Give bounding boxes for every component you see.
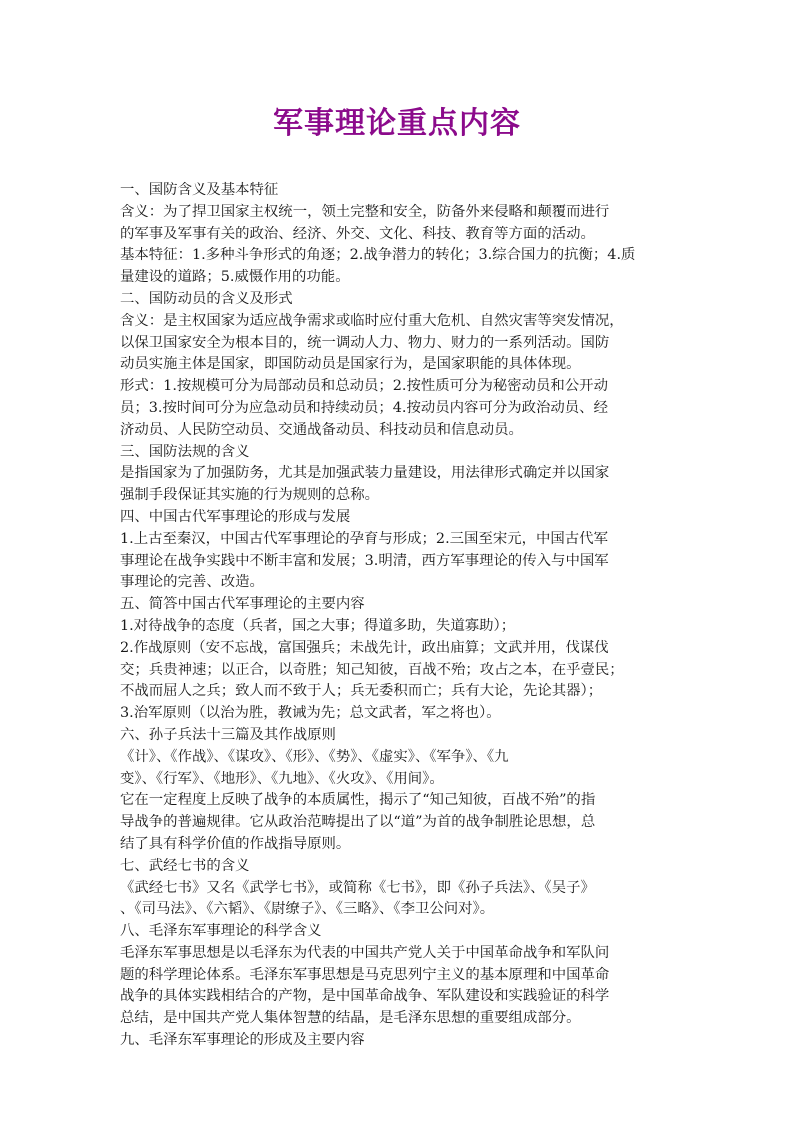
- text-line: 不战而屈人之兵；致人而不致于人；兵无委积而亡；兵有大论，先论其器）；: [120, 683, 603, 700]
- text-line: 六、孙子兵法十三篇及其作战原则: [120, 726, 336, 743]
- text-line: 总结，是中国共产党人集体智慧的结晶，是毛泽东思想的重要组成部分。: [120, 1010, 581, 1027]
- text-line: 事理论在战争实践中不断丰富和发展；3.明清，西方军事理论的传入与中国军: [120, 552, 609, 569]
- text-line: 员；3.按时间可分为应急动员和持续动员；4.按动员内容可分为政治动员、经: [120, 399, 608, 416]
- text-line: 1.上古至秦汉，中国古代军事理论的孕育与形成；2.三国至宋元，中国古代军: [120, 530, 608, 547]
- text-line: 、《司马法》、《六韬》、《尉缭子》、《三略》、《李卫公问对》。: [120, 901, 495, 918]
- text-line: 九、毛泽东军事理论的形成及主要内容: [120, 1032, 365, 1049]
- text-line: 含义：是主权国家为适应战争需求或临时应付重大危机、自然灾害等突发情况，: [120, 312, 624, 329]
- text-line: 1.对待战争的态度（兵者，国之大事；得道多助，失道寡助）；: [120, 617, 516, 634]
- text-line: 二、国防动员的含义及形式: [120, 290, 293, 307]
- text-line: 是指国家为了加强防务，尤其是加强武装力量建设，用法律形式确定并以国家: [120, 465, 610, 482]
- text-line: 交；兵贵神速；以正合，以奇胜；知己知彼，百战不殆；攻占之本，在乎壹民；: [120, 661, 624, 678]
- text-line: 题的科学理论体系。毛泽东军事思想是马克思列宁主义的基本原理和中国革命: [120, 966, 610, 983]
- text-line: 它在一定程度上反映了战争的本质属性，揭示了“知己知彼，百战不殆”的指: [120, 792, 596, 809]
- text-line: 事理论的完善、改造。: [120, 574, 264, 591]
- text-line: 四、中国古代军事理论的形成与发展: [120, 508, 351, 525]
- text-line: 强制手段保证其实施的行为规则的总称。: [120, 487, 380, 504]
- text-line: 变》、《行军》、《地形》、《九地》、《火攻》、《用间》。: [120, 770, 444, 787]
- text-line: 战争的具体实践相结合的产物，是中国革命战争、军队建设和实践验证的科学: [120, 988, 610, 1005]
- text-line: 济动员、人民防空动员、交通战备动员、科技动员和信息动员。: [120, 421, 523, 438]
- text-line: 2.作战原则（安不忘战，富国强兵；未战先计，政出庙算；文武并用，伐谋伐: [120, 639, 609, 656]
- text-line: 八、毛泽东军事理论的科学含义: [120, 923, 322, 940]
- text-line: 《计》、《作战》、《谋攻》、《形》、《势》、《虚实》、《军争》、《九: [120, 748, 509, 765]
- page-title: 军事理论重点内容: [273, 106, 521, 141]
- text-line: 以保卫国家安全为根本目的，统一调动人力、物力、财力的一系列活动。国防: [120, 334, 610, 351]
- text-line: 基本特征：1.多种斗争形式的角逐；2.战争潜力的转化；3.综合国力的抗衡；4.质: [120, 247, 636, 264]
- text-line: 量建设的道路；5.威慑作用的功能。: [120, 269, 350, 286]
- text-line: 七、武经七书的含义: [120, 857, 250, 874]
- document-body: [120, 180, 692, 1052]
- text-line: 形式：1.按规模可分为局部动员和总动员；2.按性质可分为秘密动员和公开动: [120, 378, 608, 395]
- text-line: 《武经七书》又名《武学七书》，或简称《七书》，即《孙子兵法》、《吴子》: [120, 879, 595, 896]
- text-line: 动员实施主体是国家，即国防动员是国家行为，是国家职能的具体体现。: [120, 356, 581, 373]
- text-line: 含义：为了捍卫国家主权统一，领土完整和安全，防备外来侵略和颠覆而进行: [120, 203, 610, 220]
- text-line: 结了具有科学价值的作战指导原则。: [120, 835, 351, 852]
- text-line: 的军事及军事有关的政治、经济、外交、文化、科技、教育等方面的活动。: [120, 225, 595, 242]
- text-line: 3.治军原则（以治为胜，教诫为先；总文武者，军之将也）。: [120, 705, 501, 722]
- text-line: 三、国防法规的含义: [120, 443, 250, 460]
- text-line: 五、简答中国古代军事理论的主要内容: [120, 596, 365, 613]
- text-line: 导战争的普遍规律。它从政治范畴提出了以“道”为首的战争制胜论思想，总: [120, 814, 596, 831]
- text-line: 一、国防含义及基本特征: [120, 182, 279, 198]
- text-line: 毛泽东军事思想是以毛泽东为代表的中国共产党人关于中国革命战争和军队问: [120, 944, 610, 961]
